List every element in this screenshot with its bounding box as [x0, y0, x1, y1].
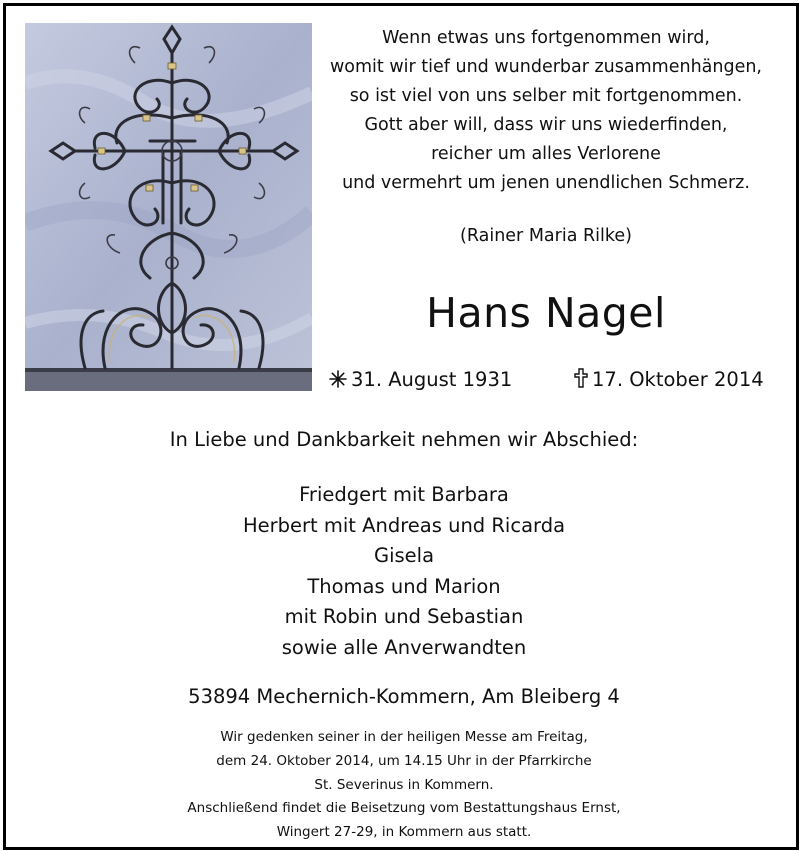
service-notice: [6, 726, 800, 845]
poem-line: reicher um alles Verlorene: [431, 144, 661, 164]
mourners-list: [6, 480, 800, 663]
farewell-text: In Liebe und Dankbarkeit nehmen wir Abschied:: [169, 428, 639, 451]
notice-line: St. Severinus in Kommern.: [314, 776, 494, 793]
poem-line: so ist viel von uns selber mit fortgenommen.: [349, 86, 743, 106]
poem: [318, 24, 774, 198]
family-address: 53894 Mechernich-Kommern, Am Bleiberg 4: [188, 685, 620, 708]
birth-date: 31. August 1931: [351, 368, 513, 391]
notice-line: Wingert 27-29, in Kommern aus statt.: [276, 824, 532, 841]
death-date: 17. Oktober 2014: [592, 368, 764, 391]
mourner: Herbert mit Andreas und Ricarda: [242, 513, 566, 537]
poem-author: (Rainer Maria Rilke): [460, 226, 632, 246]
mourner: mit Robin und Sebastian: [284, 605, 524, 628]
birth-date-line: [329, 366, 512, 396]
cross-icon: [574, 368, 588, 396]
poem-line: Wenn etwas uns fortgenommen wird,: [382, 28, 710, 48]
deceased-name: Hans Nagel: [426, 289, 666, 337]
notice-line: Anschließend findet die Beisetzung vom Bestattungshaus Ernst,: [187, 800, 621, 817]
star-icon: [329, 368, 347, 396]
poem-line: und vermehrt um jenen unendlichen Schmerz.: [342, 173, 750, 193]
notice-line: Wir gedenken seiner in der heiligen Messe am Freitag,: [220, 729, 588, 745]
mourner: sowie alle Anverwandten: [281, 635, 527, 659]
mourner: Thomas und Marion: [307, 574, 501, 598]
notice-line: dem 24. Oktober 2014, um 14.15 Uhr in der Pfarrkirche: [216, 752, 592, 769]
mourner: Gisela: [373, 544, 435, 567]
wrought-iron-cross-photo: [25, 23, 312, 391]
poem-line: Gott aber will, dass wir uns wiederfinden,: [364, 115, 728, 135]
obituary-frame: [3, 3, 799, 850]
poem-line: womit wir tief und wunderbar zusammenhängen,: [329, 57, 762, 77]
mourner: Friedgert mit Barbara: [299, 483, 509, 506]
death-date-line: [574, 366, 764, 396]
